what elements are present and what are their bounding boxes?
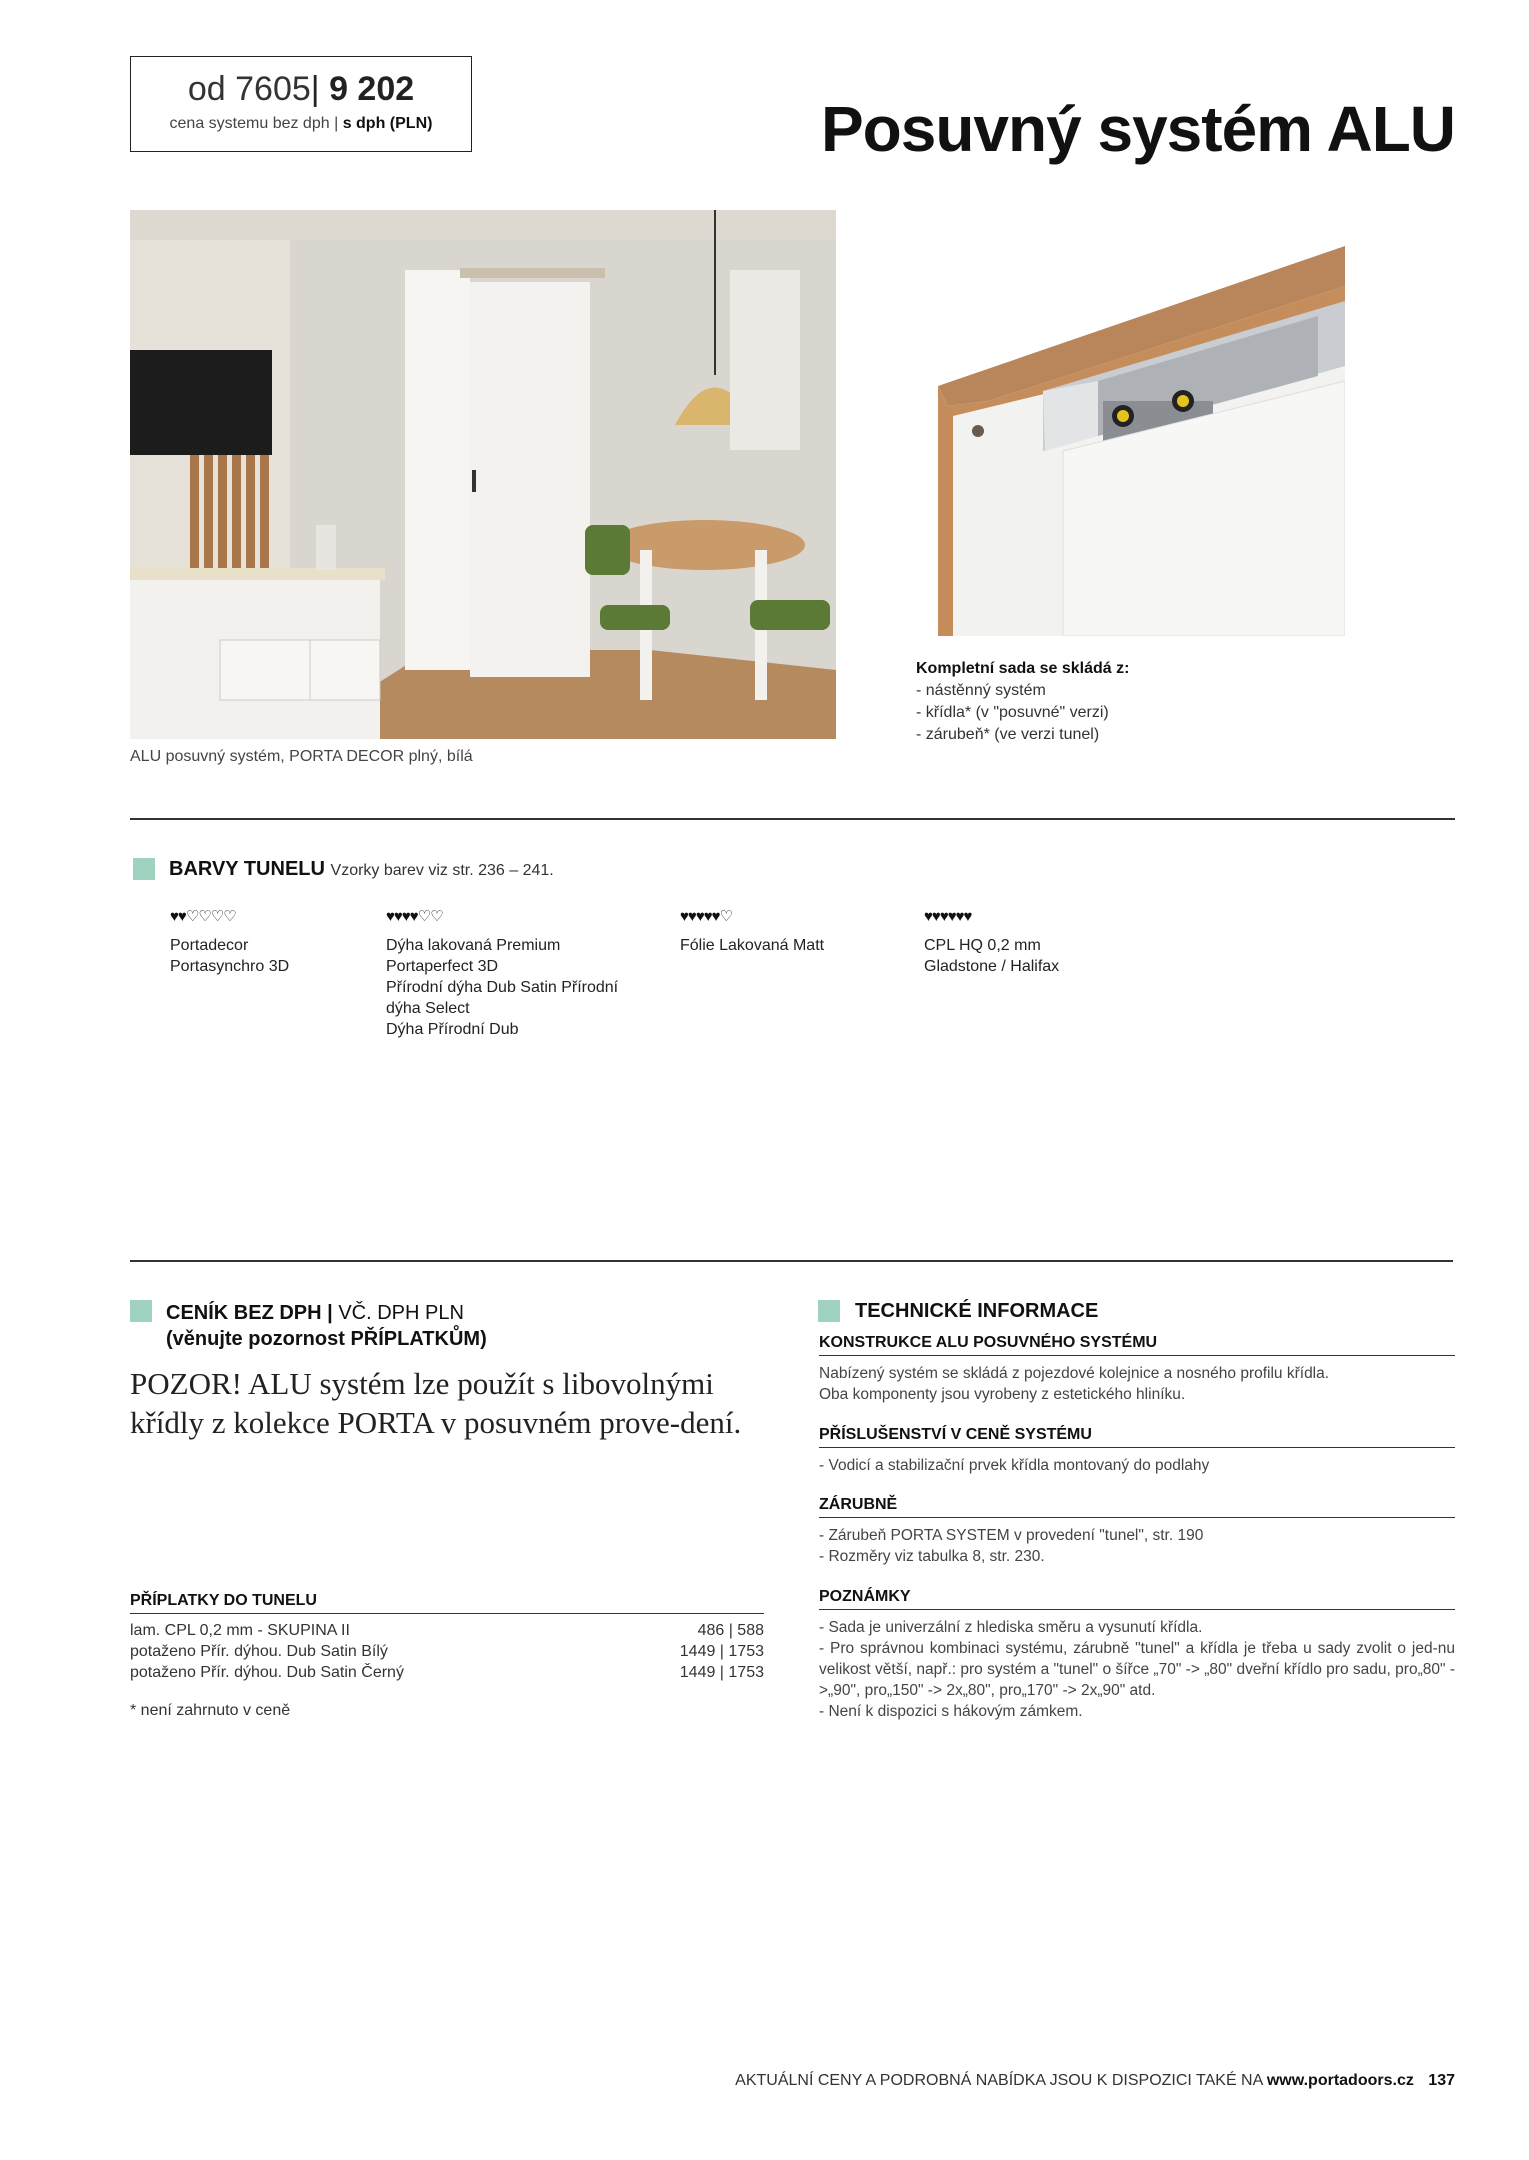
table-row	[130, 1620, 764, 1641]
color-item: Fólie Lakovaná Matt	[680, 937, 825, 954]
section-marker	[133, 858, 155, 880]
surcharges-title: PŘÍPLATKY DO TUNELU	[130, 1592, 764, 1614]
color-group	[924, 906, 1059, 977]
color-item: Dýha Přírodní Dub	[386, 1021, 519, 1038]
surcharges-table	[130, 1592, 764, 1683]
surcharge-price: 1449 | 1753	[679, 1664, 764, 1681]
price-prefix: od	[187, 70, 226, 108]
cenik-title-sep: |	[327, 1302, 333, 1324]
rating-hearts: ♥♥♥♥♡♡	[386, 908, 443, 925]
tech-section	[819, 1496, 1455, 1567]
rating-hearts: ♥♥♥♥♥♥	[924, 908, 972, 925]
footnote: * není zahrnuto v ceně	[130, 1702, 291, 1719]
surcharge-label: potaženo Přír. dýhou. Dub Satin Černý	[130, 1664, 404, 1681]
tech-line: Oba komponenty jsou vyrobeny z estetického hliníku.	[819, 1386, 1186, 1403]
kit-item: - křídla* (v "posuvné" verzi)	[916, 704, 1109, 721]
surcharge-price: 1449 | 1753	[679, 1643, 764, 1660]
tech-heading: KONSTRUKCE ALU POSUVNÉHO SYSTÉMU	[819, 1334, 1455, 1356]
color-item: Portasynchro 3D	[170, 958, 290, 975]
price-box	[130, 56, 472, 152]
surcharge-label: lam. CPL 0,2 mm - SKUPINA II	[130, 1622, 350, 1639]
table-row	[130, 1641, 764, 1662]
price-caption-net: cena systemu bez dph	[169, 115, 330, 132]
system-detail-photo	[938, 226, 1345, 636]
cenik-subtitle: (věnujte pozornost PŘÍPLATKŮM)	[166, 1328, 487, 1350]
section-marker	[818, 1300, 840, 1322]
price-net: 7605	[235, 70, 311, 108]
price-gross: 9 202	[329, 70, 415, 108]
cenik-heading	[166, 1300, 487, 1352]
color-item: Gladstone / Halifax	[924, 958, 1060, 975]
price-caption-gross: s dph (PLN)	[342, 115, 433, 132]
tech-section	[819, 1334, 1455, 1405]
photo-caption: ALU posuvný systém, PORTA DECOR plný, bílá	[130, 748, 473, 765]
color-item: Portadecor	[170, 937, 249, 954]
kit-contents	[916, 658, 1129, 746]
rating-hearts: ♥♥♡♡♡♡	[170, 908, 236, 925]
divider	[130, 1260, 1453, 1262]
room-photo	[130, 210, 836, 739]
color-item: CPL HQ 0,2 mm	[924, 937, 1041, 954]
tech-line: - Sada je univerzální z hlediska směru a vysunutí křídla.	[819, 1619, 1203, 1636]
price-caption-sep: |	[334, 115, 339, 132]
cenik-title: CENÍK BEZ DPH	[166, 1302, 322, 1324]
surcharge-label: potaženo Přír. dýhou. Dub Satin Bílý	[130, 1643, 388, 1660]
tech-heading: ZÁRUBNĚ	[819, 1496, 1455, 1518]
tech-line: - Rozměry viz tabulka 8, str. 230.	[819, 1548, 1045, 1565]
tech-line: - Vodicí a stabilizační prvek křídla montovaný do podlahy	[819, 1457, 1210, 1474]
page-title: Posuvný systém ALU	[820, 93, 1455, 165]
color-item: Přírodní dýha Dub Satin Přírodní	[386, 979, 619, 996]
color-group	[386, 906, 618, 1040]
tech-line: - Pro správnou kombinaci systému, zárubně "tunel" a křídla je třeba u sady zvolit o jed-nu velikost větší, např.: pro systém a "tunel" o šířce „70" -> „80" dveřní křídlo pro sadu, pro„80" - >„90", pro„150" -> 2x„80", pro„170" -> 2x„90" atd.	[819, 1640, 1455, 1699]
divider	[130, 818, 1455, 820]
rating-hearts: ♥♥♥♥♥♡	[680, 908, 732, 925]
color-group	[680, 906, 824, 956]
footer-url[interactable]: www.portadoors.cz	[1266, 2072, 1414, 2089]
barvy-heading	[169, 858, 554, 881]
footer	[735, 2072, 1455, 2090]
tech-section	[819, 1588, 1455, 1722]
color-item: Dýha lakovaná Premium	[386, 937, 561, 954]
page-number: 137	[1428, 2072, 1455, 2089]
tech-heading: POZNÁMKY	[819, 1588, 1455, 1610]
tech-section	[819, 1426, 1455, 1476]
footer-text: AKTUÁLNÍ CENY A PODROBNÁ NABÍDKA JSOU K DISPOZICI TAKÉ NA	[735, 2072, 1263, 2089]
kit-item: - nástěnný systém	[916, 682, 1046, 699]
tech-line: - Zárubeň PORTA SYSTEM v provedení "tunel", str. 190	[819, 1527, 1204, 1544]
tech-title: TECHNICKÉ INFORMACE	[855, 1300, 1099, 1322]
barvy-title: BARVY TUNELU	[169, 858, 325, 880]
color-item: dýha Select	[386, 1000, 470, 1017]
tech-heading: PŘÍSLUŠENSTVÍ V CENĚ SYSTÉMU	[819, 1426, 1455, 1448]
color-group	[170, 906, 289, 977]
color-item: Portaperfect 3D	[386, 958, 499, 975]
price-separator: |	[310, 70, 320, 108]
barvy-subtitle: Vzorky barev viz str. 236 – 241.	[330, 862, 554, 879]
cenik-title-vat: VČ. DPH PLN	[338, 1302, 464, 1324]
tech-line: Nabízený systém se skládá z pojezdové kolejnice a nosného profilu křídla.	[819, 1365, 1330, 1382]
table-row	[130, 1662, 764, 1683]
kit-title: Kompletní sada se skládá z:	[916, 660, 1130, 677]
tech-line: - Není k dispozici s hákovým zámkem.	[819, 1703, 1083, 1720]
kit-item: - zárubeň* (ve verzi tunel)	[916, 726, 1100, 743]
section-marker	[130, 1300, 152, 1322]
pozor-notice: POZOR! ALU systém lze použít s libovolnými křídly z kolekce PORTA v posuvném prove-dení.	[130, 1366, 742, 1440]
surcharge-price: 486 | 588	[697, 1622, 764, 1639]
